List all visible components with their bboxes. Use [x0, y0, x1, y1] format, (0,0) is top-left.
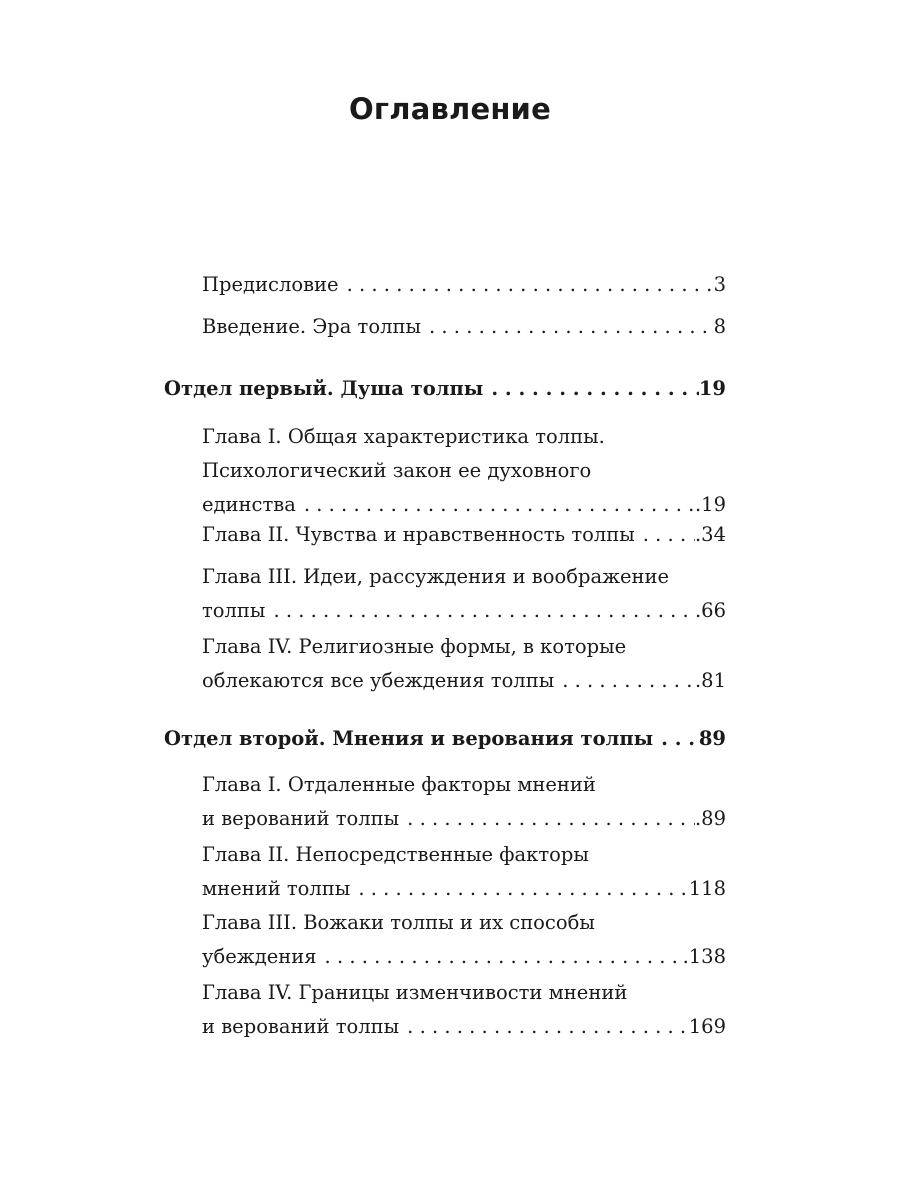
- leader-dots: [339, 268, 714, 302]
- toc-page-number: 118: [688, 877, 726, 900]
- toc-entry-title-line: Глава III. Вожаки толпы и их способы: [202, 911, 595, 934]
- toc-entry-title-line: Психологический закон ее духовного: [202, 459, 592, 482]
- toc-page-number: .34: [694, 523, 726, 546]
- leader-dots: [265, 594, 695, 628]
- leader-dots: [653, 722, 699, 756]
- toc-entry-title-line: облекаются все убеждения толпы: [202, 669, 555, 692]
- toc-page-number: 8: [713, 315, 726, 338]
- toc-section-2: [164, 722, 726, 756]
- toc-entry-s2-ch4: [202, 976, 726, 1044]
- toc-entry-title-line: и верований толпы: [202, 1015, 400, 1038]
- toc-entry-s2-ch1: [202, 768, 726, 836]
- leader-dots: [421, 310, 714, 344]
- leader-dots: [399, 802, 695, 836]
- toc-entry-title-line: Глава II. Непосредственные факторы: [202, 843, 589, 866]
- toc-page-number: 3: [713, 273, 726, 296]
- toc-entry-title-line: и верований толпы: [202, 807, 400, 830]
- toc-page-number: 169: [688, 1015, 726, 1038]
- leader-dots: [350, 872, 688, 906]
- toc-entry-title-line: Глава III. Идеи, рассуждения и воображение: [202, 565, 670, 588]
- toc-entry-s1-ch1: [202, 420, 726, 522]
- toc-page-number: .89: [694, 807, 726, 830]
- toc-entry-s1-ch4: [202, 630, 726, 698]
- leader-dots: [399, 1010, 689, 1044]
- toc-entry-title: Введение. Эра толпы: [202, 315, 421, 338]
- toc-page-number: .81: [694, 669, 726, 692]
- leader-dots: [635, 518, 695, 552]
- leader-dots: [317, 940, 683, 974]
- toc-section-1: [164, 372, 726, 406]
- toc-page-number: .66: [694, 599, 726, 622]
- toc-entry-title: Предисловие: [202, 273, 339, 296]
- leader-dots: [296, 488, 695, 522]
- page-title: Оглавление: [349, 92, 551, 126]
- toc-section-title: Отдел первый. Душа толпы: [164, 377, 484, 400]
- toc-entry-title: Глава II. Чувства и нравственность толпы: [202, 523, 635, 546]
- toc-entry-preface: [202, 268, 726, 302]
- toc-entry-s2-ch3: [202, 906, 726, 974]
- toc-entry-title-line: толпы: [202, 599, 266, 622]
- toc-entry-title-line: Глава IV. Религиозные формы, в которые: [202, 635, 627, 658]
- toc-page-number: 19: [698, 377, 726, 400]
- toc-entry-title-line: Глава I. Отдаленные факторы мнений: [202, 773, 596, 796]
- toc-entry-title-line: мнений толпы: [202, 877, 351, 900]
- toc-entry-s2-ch2: [202, 838, 726, 906]
- toc-entry-s1-ch3: [202, 560, 726, 628]
- leader-dots: [554, 664, 695, 698]
- toc-entry-title-line: Глава I. Общая характеристика толпы.: [202, 425, 605, 448]
- toc-entry-title-line: убеждения: [202, 945, 317, 968]
- toc-page-number: .138: [682, 945, 726, 968]
- toc-page-number: .19: [694, 493, 726, 516]
- toc-section-title: Отдел второй. Мнения и верования толпы: [164, 727, 654, 750]
- toc-page-number: 89: [698, 727, 726, 750]
- toc-entry-title-line: единства: [202, 493, 296, 516]
- toc-entry-title-line: Глава IV. Границы изменчивости мнений: [202, 981, 628, 1004]
- leader-dots: [483, 372, 699, 406]
- toc-entry-s1-ch2: [202, 518, 726, 552]
- toc-entry-introduction: [202, 310, 726, 344]
